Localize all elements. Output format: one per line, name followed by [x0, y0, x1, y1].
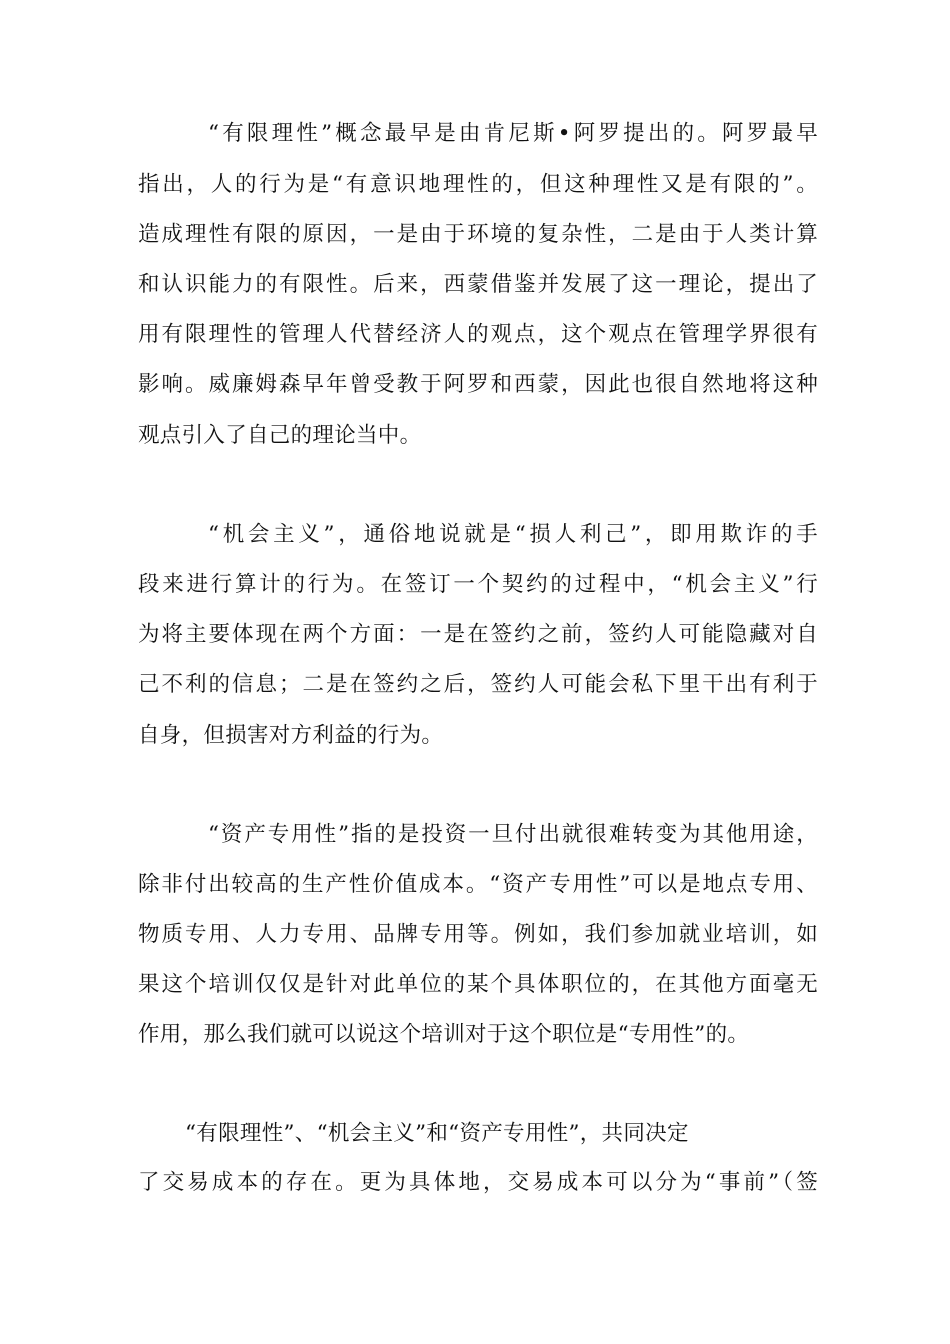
- paragraph-line: 和认识能力的有限性。后来，西蒙借鉴并发展了这一理论，提出了: [138, 272, 818, 297]
- paragraph-line: “机会主义”，通俗地说就是“损人利己”，即用欺诈的手: [208, 522, 818, 547]
- paragraph-line: 观点引入了自己的理论当中。: [138, 423, 422, 448]
- paragraph-line: 果这个培训仅仅是针对此单位的某个具体职位的，在其他方面毫无: [138, 972, 818, 997]
- paragraph-line: 指出，人的行为是“有意识地理性的，但这种理性又是有限的”。: [138, 172, 818, 197]
- paragraph-line: 段来进行算计的行为。在签订一个契约的过程中，“机会主义”行: [138, 572, 818, 597]
- paragraph-line: “资产专用性”指的是投资一旦付出就很难转变为其他用途，: [208, 822, 818, 847]
- paragraph-line: 作用，那么我们就可以说这个培训对于这个职位是“专用性”的。: [138, 1022, 750, 1047]
- paragraph-line: 了交易成本的存在。更为具体地，交易成本可以分为“事前”（签: [138, 1170, 818, 1195]
- paragraph-line: “有限理性”、“机会主义”和“资产专用性”，共同决定: [185, 1121, 689, 1146]
- paragraph-line: “有限理性”概念最早是由肯尼斯•阿罗提出的。阿罗最早: [208, 121, 818, 146]
- paragraph-line: 物质专用、人力专用、品牌专用等。例如，我们参加就业培训，如: [138, 922, 818, 947]
- paragraph-line: 用有限理性的管理人代替经济人的观点，这个观点在管理学界很有: [138, 322, 818, 347]
- paragraph-line: 除非付出较高的生产性价值成本。“资产专用性”可以是地点专用、: [138, 872, 818, 897]
- paragraph-line: 为将主要体现在两个方面：一是在签约之前，签约人可能隐藏对自: [138, 622, 818, 647]
- paragraph-line: 造成理性有限的原因，一是由于环境的复杂性，二是由于人类计算: [138, 222, 818, 247]
- paragraph-line: 己不利的信息；二是在签约之后，签约人可能会私下里干出有利于: [138, 672, 818, 697]
- paragraph-line: 自身，但损害对方利益的行为。: [138, 723, 444, 748]
- paragraph-line: 影响。威廉姆森早年曾受教于阿罗和西蒙，因此也很自然地将这种: [138, 372, 818, 397]
